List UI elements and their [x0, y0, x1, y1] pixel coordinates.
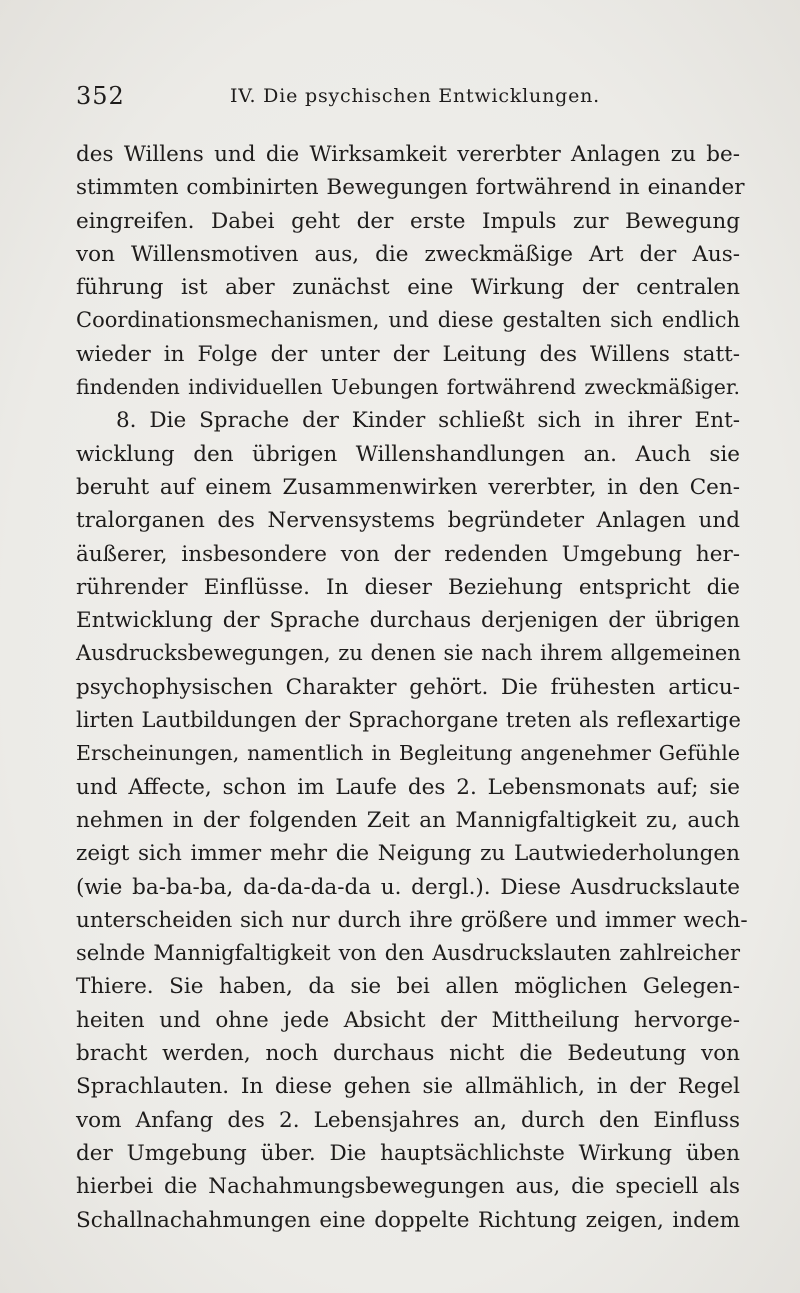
- text-line: Ausdrucksbewegungen, zu denen sie nach ihrem allgemeinen: [76, 641, 741, 666]
- text-line: (wie ba-ba-ba, da-da-da-da u. dergl.). Diese Ausdruckslaute: [76, 874, 740, 900]
- text-line: findenden individuellen Uebungen fortwährend zweckmäßiger.: [76, 375, 740, 400]
- text-line: wieder in Folge der unter der Leitung des Willens statt-: [76, 341, 740, 367]
- text-line: lirten Lautbildungen der Sprachorgane treten als reflexartige: [76, 708, 741, 733]
- text-line: bracht werden, noch durchaus nicht die Bedeutung von: [76, 1041, 740, 1067]
- text-line: Schallnachahmungen eine doppelte Richtung zeigen, indem: [76, 1207, 740, 1233]
- text-line: nehmen in der folgenden Zeit an Mannigfaltigkeit zu, auch: [76, 807, 740, 833]
- body-text: [76, 138, 748, 1237]
- text-line: vom Anfang des 2. Lebensjahres an, durch den Einfluss: [76, 1107, 740, 1133]
- text-line: stimmten combinirten Bewegungen fortwährend in einander: [76, 175, 745, 201]
- text-line: beruht auf einem Zusammenwirken vererbter, in den Cen-: [76, 474, 740, 500]
- text-line: selnde Mannigfaltigkeit von den Ausdruckslauten zahlreicher: [76, 941, 740, 966]
- text-line: Erscheinungen, namentlich in Begleitung angenehmer Gefühle: [76, 741, 740, 766]
- text-line: des Willens und die Wirksamkeit vererbter Anlagen zu be-: [76, 142, 740, 167]
- text-line: von Willensmotiven aus, die zweckmäßige Art der Aus-: [76, 241, 740, 267]
- text-line: Thiere. Sie haben, da sie bei allen möglichen Gelegen-: [76, 974, 740, 1000]
- text-line: Sprachlauten. In diese gehen sie allmählich, in der Regel: [76, 1074, 740, 1100]
- text-line: der Umgebung über. Die hauptsächlichste Wirkung üben: [76, 1140, 740, 1166]
- text-line: Coordinationsmechanismen, und diese gestalten sich endlich: [76, 308, 740, 333]
- chapter-title: IV. Die psychischen Entwicklungen.: [230, 85, 600, 107]
- text-line: zeigt sich immer mehr die Neigung zu Lautwiederholungen: [76, 841, 740, 867]
- text-line: äußerer, insbesondere von der redenden Umgebung her-: [76, 541, 740, 567]
- text-line: hierbei die Nachahmungsbewegungen aus, die speciell als: [76, 1174, 740, 1200]
- text-line: psychophysischen Charakter gehört. Die frühesten articu-: [76, 674, 740, 700]
- text-line: rührender Einflüsse. In dieser Beziehung entspricht die: [76, 574, 740, 600]
- paragraph-start-line: 8. Die Sprache der Kinder schließt sich in ihrer Ent-: [116, 408, 740, 434]
- page-number: 352: [76, 82, 125, 110]
- text-line: heiten und ohne jede Absicht der Mittheilung hervorge-: [76, 1007, 740, 1033]
- text-line: führung ist aber zunächst eine Wirkung der centralen: [76, 275, 740, 301]
- text-line: wicklung den übrigen Willenshandlungen an. Auch sie: [76, 441, 740, 467]
- text-line: Entwicklung der Sprache durchaus derjenigen der übrigen: [76, 608, 740, 634]
- text-line: unterscheiden sich nur durch ihre größere und immer wech-: [76, 907, 748, 933]
- text-line: eingreifen. Dabei geht der erste Impuls zur Bewegung: [76, 208, 740, 234]
- running-head: [76, 82, 736, 116]
- text-line: und Affecte, schon im Laufe des 2. Lebensmonats auf; sie: [76, 774, 740, 800]
- text-line: tralorganen des Nervensystems begründeter Anlagen und: [76, 508, 740, 534]
